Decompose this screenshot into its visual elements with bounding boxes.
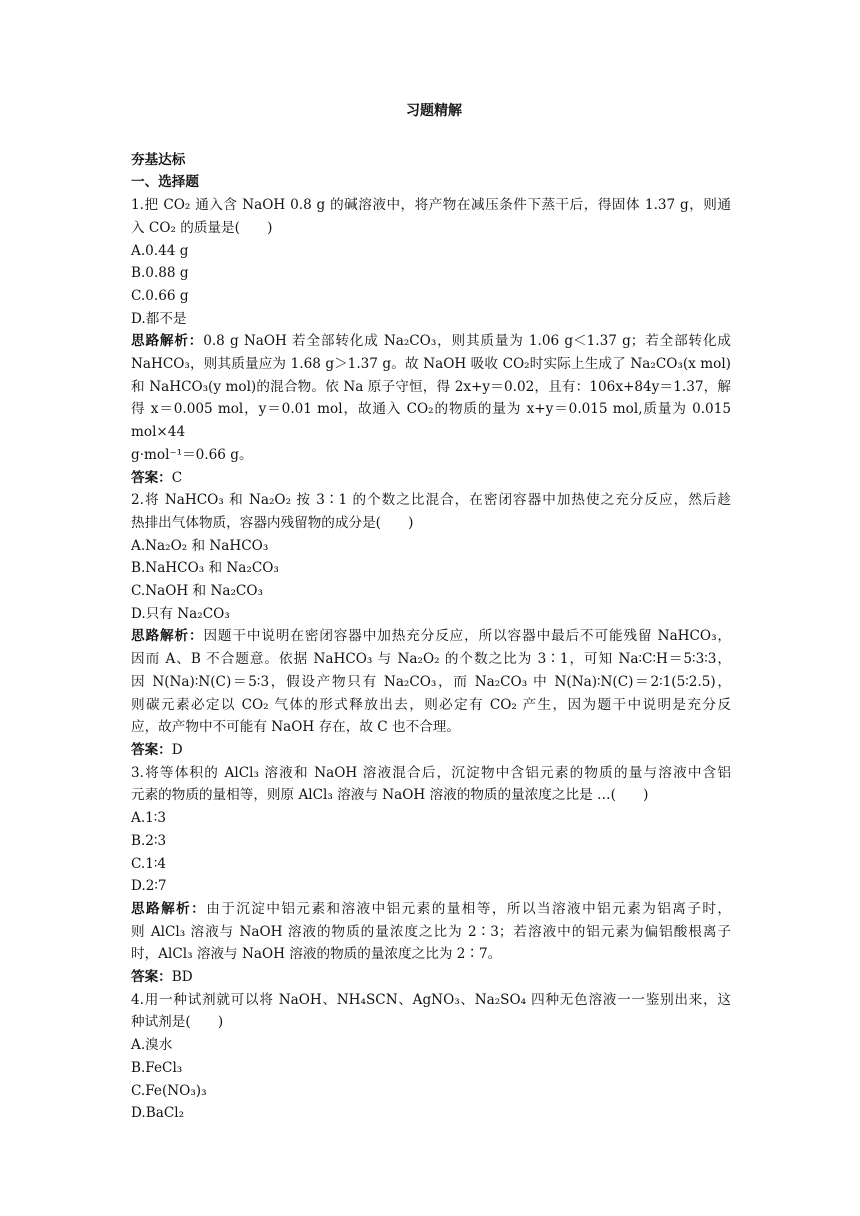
document-page: [131, 100, 731, 1125]
question-1-option-c: C.0.66 g: [131, 287, 189, 304]
question-3-analysis-line-3: 时，AlCl₃ 溶液与 NaOH 溶液的物质的量浓度之比为 2∶7。: [131, 946, 502, 963]
question-1-answer: [131, 467, 731, 490]
question-3-stem-line-2: 元素的物质的量相等，则原 AlCl₃ 溶液与 NaOH 溶液的物质的量浓度之比是 …( ): [131, 787, 649, 804]
answer-value: C: [171, 469, 183, 486]
answer-label: 答案：: [131, 969, 172, 986]
question-3-analysis-line-1: [131, 898, 731, 921]
analysis-text: 由于沉淀中铝元素和溶液中铝元素的量相等，所以当溶液中铝元素为铝离子时，: [206, 900, 732, 917]
page-title: 习题精解: [406, 103, 462, 119]
question-2: [131, 489, 731, 761]
question-4-stem-line-2: 种试剂是( ): [131, 1014, 224, 1031]
question-2-analysis-line-1: [131, 625, 731, 648]
question-2-option-b: B.NaHCO₃ 和 Na₂CO₃: [131, 560, 279, 577]
subsection-heading: 一、选择题: [131, 174, 199, 191]
question-2-analysis-line-4: 则碳元素必定以 CO₂ 气体的形式释放出去，则必定有 CO₂ 产生，因为题干中说明是充分反: [131, 696, 731, 713]
question-1: [131, 194, 731, 489]
question-4: [131, 989, 731, 1125]
question-1-analysis-line-3: 和 NaHCO₃(y mol)的混合物。依 Na 原子守恒，得 2x+y＝0.02，且有：106x+84y＝1.37，解: [131, 378, 731, 395]
question-1-analysis-line-2: NaHCO₃，则其质量应为 1.68 g＞1.37 g。故 NaOH 吸收 CO₂时实际上生成了 Na₂CO₃(x mol): [131, 356, 731, 373]
answer-label: 答案：: [131, 469, 172, 486]
question-1-option-a: A.0.44 g: [131, 242, 189, 259]
question-1-analysis-line-5: g·mol⁻¹＝0.66 g。: [131, 446, 253, 463]
answer-value: BD: [171, 969, 193, 986]
section-heading: 夯基达标: [131, 151, 186, 168]
question-4-option-c: C.Fe(NO₃)₃: [131, 1082, 207, 1099]
question-3-option-d: D.2∶7: [131, 878, 167, 895]
question-1-stem-line-2: 入 CO₂ 的质量是( ): [131, 219, 273, 236]
question-1-analysis-line-4: 得 x＝0.005 mol，y＝0.01 mol，故通入 CO₂的物质的量为 x+y＝0.015 mol,质量为 0.015 mol×44: [131, 401, 731, 441]
question-3-option-c: C.1∶4: [131, 855, 167, 872]
question-4-option-d: D.BaCl₂: [131, 1105, 185, 1122]
question-4-option-a: A.溴水: [131, 1037, 173, 1054]
question-1-stem-line-1: 1.把 CO₂ 通入含 NaOH 0.8 g 的碱溶液中，将产物在减压条件下蒸干后，得固体 1.37 g，则通: [131, 197, 731, 214]
question-3-answer: [131, 966, 731, 989]
question-2-analysis-line-2: 因而 A、B 不合题意。依据 NaHCO₃ 与 Na₂O₂ 的个数之比为 3∶1，可知 Na∶C∶H＝5∶3∶3，: [131, 651, 731, 668]
question-2-analysis-line-3: 因 N(Na)∶N(C)＝5∶3，假设产物只有 Na₂CO₃，而 Na₂CO₃ 中 N(Na)∶N(C)＝2∶1(5∶2.5)，: [131, 673, 731, 690]
question-3: [131, 762, 731, 989]
analysis-label: 思路解析：: [131, 628, 204, 645]
question-2-answer: [131, 739, 731, 762]
analysis-text: 0.8 g NaOH 若全部转化成 Na₂CO₃，则其质量为 1.06 g＜1.37 g；若全部转化成: [203, 333, 732, 350]
question-4-option-b: B.FeCl₃: [131, 1059, 183, 1076]
answer-label: 答案：: [131, 741, 172, 758]
question-3-stem-line-1: 3.将等体积的 AlCl₃ 溶液和 NaOH 溶液混合后，沉淀物中含铝元素的物质的量与溶液中含铝: [131, 764, 731, 781]
question-1-option-b: B.0.88 g: [131, 265, 189, 282]
analysis-label: 思路解析：: [131, 900, 207, 917]
question-3-option-b: B.2∶3: [131, 832, 167, 849]
question-2-stem-line-2: 热排出气体物质，容器内残留物的成分是( ): [131, 514, 414, 531]
question-2-stem-line-1: 2.将 NaHCO₃ 和 Na₂O₂ 按 3∶1 的个数之比混合，在密闭容器中加热使之充分反应，然后趁: [131, 492, 731, 509]
question-3-option-a: A.1∶3: [131, 810, 166, 827]
question-2-option-d: D.只有 Na₂CO₃: [131, 605, 230, 622]
question-2-option-c: C.NaOH 和 Na₂CO₃: [131, 583, 263, 600]
question-1-analysis-line-1: [131, 330, 731, 353]
question-1-option-d: D.都不是: [131, 310, 187, 327]
question-3-analysis-line-2: 则 AlCl₃ 溶液与 NaOH 溶液的物质的量浓度之比为 2∶3；若溶液中的铝元素为偏铝酸根离子: [131, 923, 731, 940]
answer-value: D: [171, 741, 183, 758]
analysis-label: 思路解析：: [131, 333, 204, 350]
analysis-text: 因题干中说明在密闭容器中加热充分反应，所以容器中最后不可能残留 NaHCO₃，: [203, 628, 732, 645]
question-2-analysis-line-5: 应，故产物中不可能有 NaOH 存在，故 C 也不合理。: [131, 719, 460, 736]
question-2-option-a: A.Na₂O₂ 和 NaHCO₃: [131, 537, 269, 554]
question-4-stem-line-1: 4.用一种试剂就可以将 NaOH、NH₄SCN、AgNO₃、Na₂SO₄ 四种无色溶液一一鉴别出来，这: [131, 991, 731, 1008]
